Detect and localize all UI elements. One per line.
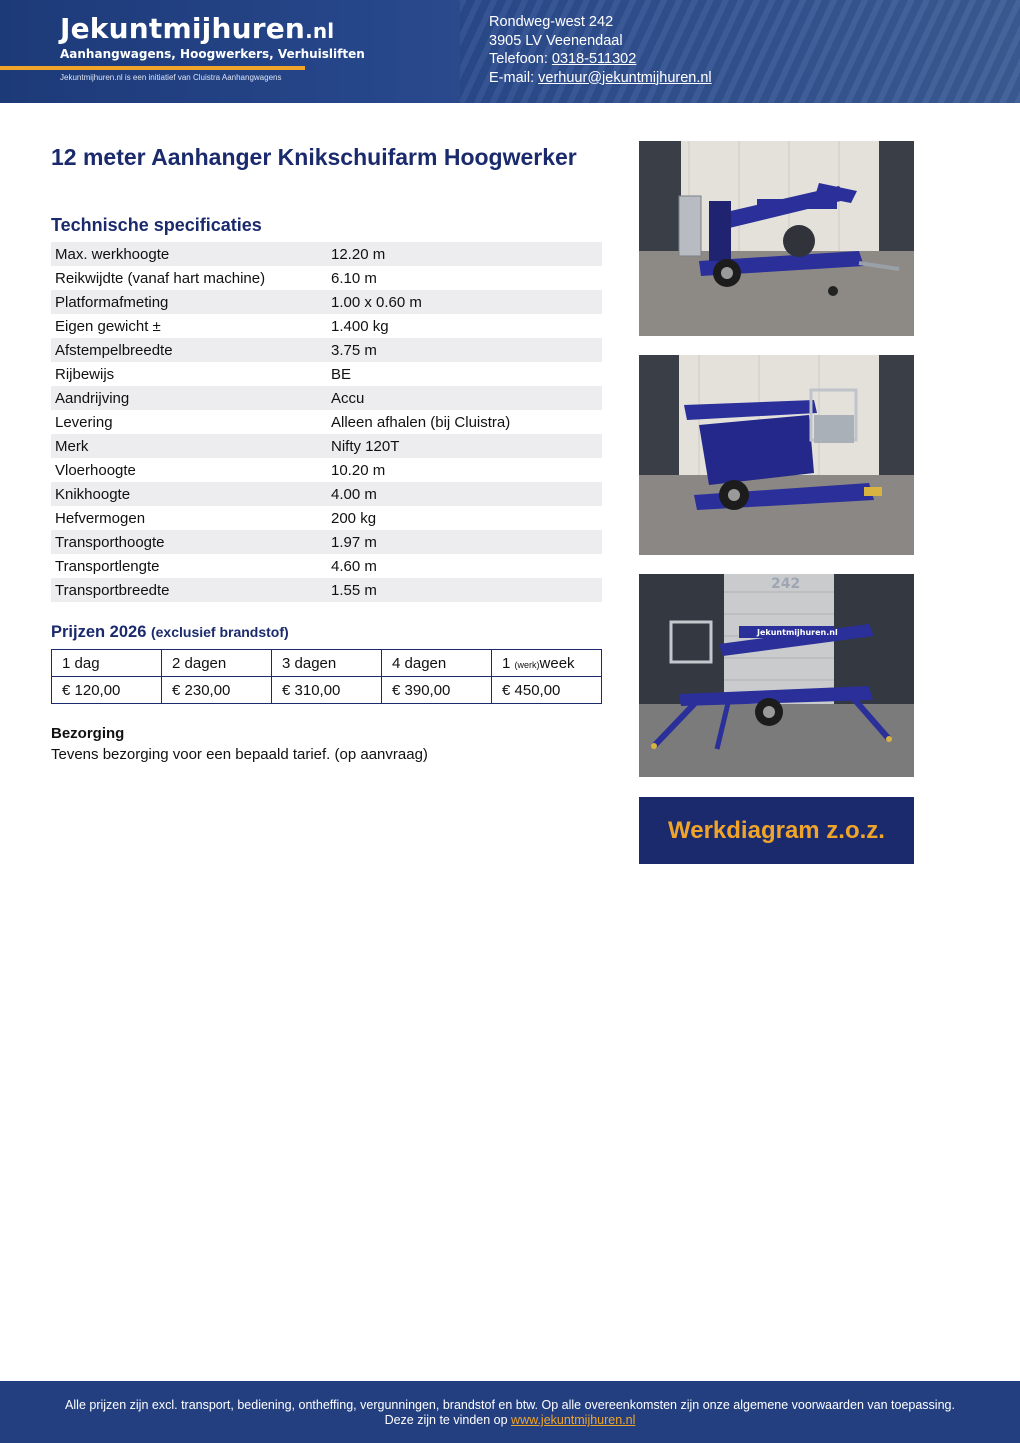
- phone-link[interactable]: 0318-511302: [551, 51, 637, 67]
- address-line-1: Rondweg-west 242: [489, 14, 614, 30]
- spec-label: Reikwijdte (vanaf hart machine): [55, 269, 266, 287]
- spec-label: Eigen gewicht ±: [55, 317, 161, 335]
- price-cell: € 450,00: [492, 677, 602, 704]
- price-cell: € 120,00: [52, 677, 162, 704]
- machine-brand-text: Jekuntmijhuren.nl: [757, 628, 838, 637]
- table-row: [51, 266, 602, 290]
- address-line-2: 3905 LV Veenendaal: [489, 32, 623, 49]
- spec-value: 1.55 m: [327, 578, 602, 602]
- phone-line: Telefoon: 0318-511302: [489, 51, 637, 67]
- price-header-row: [52, 650, 602, 677]
- werkdiagram-button[interactable]: [639, 797, 914, 864]
- product-photo-1[interactable]: [639, 141, 914, 336]
- footer-link-line: Deze zijn te vinden op www.jekuntmijhuren.nl: [384, 1413, 636, 1427]
- spec-label: Platformafmeting: [51, 290, 327, 314]
- spec-label: Transporthoogte: [51, 530, 327, 554]
- prices-heading: Prijzen 2026 (exclusief brandstof): [51, 623, 289, 641]
- prices-table: [51, 649, 602, 704]
- spec-value: 12.20 m: [327, 242, 602, 266]
- prices-heading-note: (exclusief brandstof): [150, 624, 289, 640]
- page-footer: [0, 1381, 1020, 1443]
- spec-value: 1.97 m: [327, 530, 602, 554]
- spec-label: Transportbreedte: [51, 578, 327, 602]
- unit-number-text: 242: [771, 576, 801, 592]
- spec-value: 3.75 m: [327, 338, 602, 362]
- logo-subtitle: Aanhangwagens, Hoogwerkers, Verhuisliften: [60, 47, 365, 61]
- spec-label: Transportlengte: [55, 557, 160, 575]
- spec-value: Alleen afhalen (bij Cluistra): [331, 413, 511, 431]
- period-cell: 4 dagen: [382, 650, 492, 677]
- table-row: [51, 290, 602, 314]
- contact-block: [489, 13, 712, 87]
- spec-value: BE: [331, 365, 352, 383]
- logo-wordmark: Jekuntmijhuren.nl: [60, 12, 335, 45]
- footer-website-link[interactable]: www.jekuntmijhuren.nl: [511, 1413, 636, 1427]
- spec-label: Vloerhoogte: [55, 461, 136, 479]
- email-link[interactable]: verhuur@jekuntmijhuren.nl: [538, 69, 712, 86]
- table-row: [51, 434, 602, 458]
- price-value-row: [52, 677, 602, 704]
- spec-value: 10.20 m: [331, 461, 386, 479]
- spec-label: Afstempelbreedte: [51, 338, 327, 362]
- specs-heading: Technische specificaties: [51, 215, 262, 235]
- spec-value: 4.00 m: [327, 482, 602, 506]
- table-row: [51, 458, 602, 482]
- table-row: [51, 410, 602, 434]
- table-row: [51, 554, 602, 578]
- price-cell: € 230,00: [162, 677, 272, 704]
- price-cell: € 310,00: [272, 677, 382, 704]
- logo-tagline: Jekuntmijhuren.nl is een initiatief van Cluistra Aanhangwagens: [60, 73, 282, 82]
- logo-accent-bar: [0, 66, 305, 70]
- table-row: [51, 578, 602, 602]
- table-row: [51, 482, 602, 506]
- site-logo[interactable]: [60, 12, 365, 61]
- table-row: [51, 386, 602, 410]
- page-header: [0, 0, 1020, 103]
- product-photo-2[interactable]: [639, 355, 914, 555]
- table-row: [51, 338, 602, 362]
- email-line: E-mail: verhuur@jekuntmijhuren.nl: [489, 69, 712, 86]
- table-row: [51, 242, 602, 266]
- delivery-text: Tevens bezorging voor een bepaald tarief. (op aanvraag): [51, 746, 428, 763]
- spec-value: Accu: [327, 386, 602, 410]
- spec-label: Hefvermogen: [55, 509, 146, 527]
- delivery-heading: Bezorging: [51, 725, 125, 742]
- spec-label: Knikhoogte: [51, 482, 327, 506]
- spec-label: Merk: [51, 434, 327, 458]
- spec-label: Rijbewijs: [55, 365, 115, 383]
- product-photo-3[interactable]: [639, 574, 914, 777]
- table-row: [51, 530, 602, 554]
- spec-label: Levering: [55, 413, 113, 431]
- spec-value: 200 kg: [331, 509, 377, 527]
- spec-label: Max. werkhoogte: [51, 242, 327, 266]
- footer-disclaimer: Alle prijzen zijn excl. transport, bediening, ontheffing, vergunningen, brandstof en btw. Op alle overeenkomsten zijn onze algemene voorwaarden van toepassing.: [65, 1398, 955, 1412]
- spec-value: Nifty 120T: [327, 434, 602, 458]
- table-row: [51, 362, 602, 386]
- page-title: 12 meter Aanhanger Knikschuifarm Hoogwerker: [51, 144, 577, 170]
- period-cell-week: 1 (werk)week: [492, 650, 602, 677]
- price-cell: € 390,00: [382, 677, 492, 704]
- table-row: [51, 506, 602, 530]
- spec-value: 1.00 x 0.60 m: [327, 290, 602, 314]
- werkdiagram-label: Werkdiagram z.o.z.: [668, 816, 885, 844]
- table-row: [51, 314, 602, 338]
- spec-value: 1.400 kg: [331, 317, 389, 335]
- specs-table: [51, 242, 602, 602]
- period-cell: 1 dag: [52, 650, 162, 677]
- period-cell: 3 dagen: [272, 650, 382, 677]
- period-cell: 2 dagen: [162, 650, 272, 677]
- spec-value: 6.10 m: [331, 269, 377, 287]
- spec-value: 4.60 m: [331, 557, 377, 575]
- spec-label: Aandrijving: [51, 386, 327, 410]
